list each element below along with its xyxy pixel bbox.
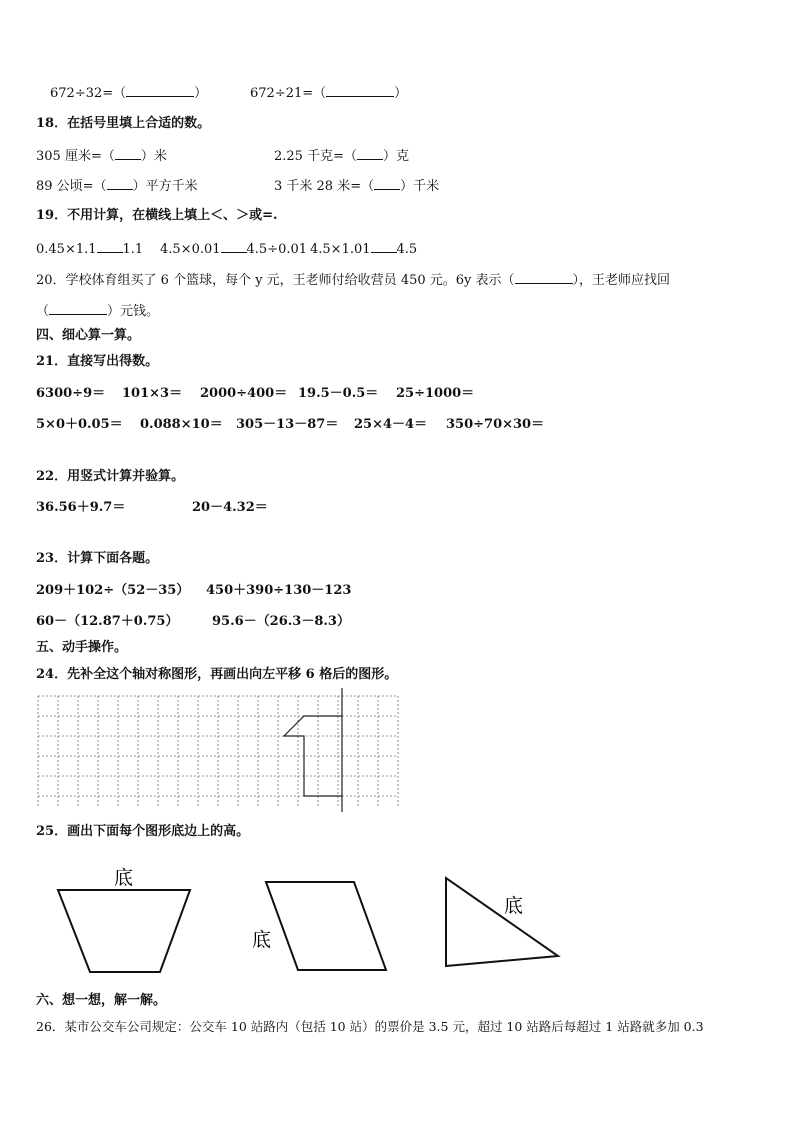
q18-item-4-unit: ）千米 <box>400 179 440 194</box>
grid-lines <box>38 696 398 808</box>
q18-item-1 <box>36 147 167 165</box>
q21-row1-item3: 2000÷400＝ <box>200 386 288 401</box>
q21-row2-item2: 0.088×10＝ <box>140 417 223 432</box>
q18-item-2-blank[interactable] <box>357 147 383 160</box>
q23-expr-3: 60－（12.87＋0.75） <box>36 614 179 629</box>
q17-a-answer-blank[interactable] <box>126 84 194 97</box>
q21-row1-item5: 25÷1000＝ <box>396 386 475 401</box>
q18-title: 18．在括号里填上合适的数。 <box>36 116 211 131</box>
q21-row1-item2: 101×3＝ <box>122 386 183 401</box>
q22-expr-1: 36.56＋9.7＝ <box>36 500 126 515</box>
q25-shapes-figure[interactable] <box>44 860 574 978</box>
q17-b-close: ） <box>394 86 408 101</box>
q21-row1-item4: 19.5－0.5＝ <box>298 386 379 401</box>
q19-item-1-blank[interactable] <box>97 240 123 253</box>
trapezoid-shape <box>58 890 190 972</box>
q26-text: 26．某市公交车公司规定：公交车 10 站路内（包括 10 站）的票价是 3.5 元，超过 10 站路后每超过 1 站路就多加 0.3 <box>36 1019 704 1034</box>
section-6-heading: 六、想一想，解一解。 <box>36 993 167 1008</box>
q17-item-a <box>50 84 207 102</box>
section-4-heading: 四、细心算一算。 <box>36 328 141 343</box>
q17-b-text: 672÷21=（ <box>250 86 327 101</box>
q17-a-close: ） <box>194 86 208 101</box>
q21-title: 21．直接写出得数。 <box>36 354 159 369</box>
q18-item-1-text: 305 厘米=（ <box>36 149 115 164</box>
trapezoid-base-label: 底 <box>114 867 134 889</box>
q20-blank-1[interactable] <box>515 271 573 284</box>
q20-line-2-end: ）元钱。 <box>107 304 160 319</box>
q18-item-4 <box>274 177 439 195</box>
q20-blank-2[interactable] <box>49 302 107 315</box>
q21-row2-item5: 350÷70×30＝ <box>446 417 545 432</box>
q19-title: 19．不用计算，在横线上填上＜、＞或=. <box>36 208 278 223</box>
q19-item-2 <box>160 240 307 258</box>
q24-title: 24．先补全这个轴对称图形，再画出向左平移 6 格后的图形。 <box>36 667 398 682</box>
section-5-heading: 五、动手操作。 <box>36 640 128 655</box>
q17-b-answer-blank[interactable] <box>326 84 394 97</box>
q23-expr-2: 450＋390÷130－123 <box>206 583 352 598</box>
q17-item-b <box>250 84 407 102</box>
q19-item-3-right: 4.5 <box>396 242 418 257</box>
q22-title: 22．用竖式计算并验算。 <box>36 469 185 484</box>
half-shape <box>284 716 342 796</box>
q18-item-1-blank[interactable] <box>115 147 141 160</box>
q21-row2-item4: 25×4－4＝ <box>354 417 428 432</box>
q18-item-3 <box>36 177 198 195</box>
q19-item-3-left: 4.5×1.01 <box>310 242 371 257</box>
q20-line-2 <box>36 302 159 320</box>
q20-line-1 <box>36 271 670 289</box>
q20-line-1-text: 20．学校体育组买了 6 个篮球，每个 y 元，王老师付给收营员 450 元。6y 表示（ <box>36 273 515 288</box>
q18-item-3-text: 89 公顷=（ <box>36 179 107 194</box>
triangle-shape <box>446 878 558 966</box>
q19-item-1-right: 1.1 <box>122 242 144 257</box>
q19-item-1-left: 0.45×1.1 <box>36 242 97 257</box>
q25-title: 25．画出下面每个图形底边上的高。 <box>36 824 250 839</box>
q19-item-2-right: 4.5÷0.01 <box>246 242 308 257</box>
parallelogram-base-label: 底 <box>252 929 272 951</box>
triangle-base-label: 底 <box>504 895 524 917</box>
q23-title: 23．计算下面各题。 <box>36 551 159 566</box>
q22-expr-2: 20－4.32＝ <box>192 500 268 515</box>
q18-item-2-unit: ）克 <box>382 149 409 164</box>
q18-item-1-unit: ）米 <box>140 149 167 164</box>
q18-item-3-blank[interactable] <box>107 177 133 190</box>
q21-row2-item1: 5×0＋0.05＝ <box>36 417 123 432</box>
q18-item-2 <box>274 147 409 165</box>
q19-item-2-blank[interactable] <box>221 240 247 253</box>
q18-item-4-blank[interactable] <box>374 177 400 190</box>
q18-item-4-text: 3 千米 28 米=（ <box>274 179 375 194</box>
q24-grid-figure[interactable] <box>36 688 402 812</box>
q21-row2-item3: 305－13－87＝ <box>236 417 339 432</box>
q20-line-2-open: （ <box>36 304 50 319</box>
q23-expr-4: 95.6－（26.3－8.3） <box>212 614 350 629</box>
q19-item-3 <box>310 240 417 258</box>
q21-row1-item1: 6300÷9＝ <box>36 386 106 401</box>
q19-item-1 <box>36 240 143 258</box>
q23-expr-1: 209＋102÷（52－35） <box>36 583 190 598</box>
q18-item-3-unit: ）平方千米 <box>132 179 198 194</box>
q20-line-1-end: ），王老师应找回 <box>572 273 671 288</box>
q17-a-text: 672÷32=（ <box>50 86 127 101</box>
q18-item-2-text: 2.25 千克=（ <box>274 149 357 164</box>
parallelogram-shape <box>266 882 386 970</box>
q19-item-3-blank[interactable] <box>371 240 397 253</box>
q19-item-2-left: 4.5×0.01 <box>160 242 221 257</box>
